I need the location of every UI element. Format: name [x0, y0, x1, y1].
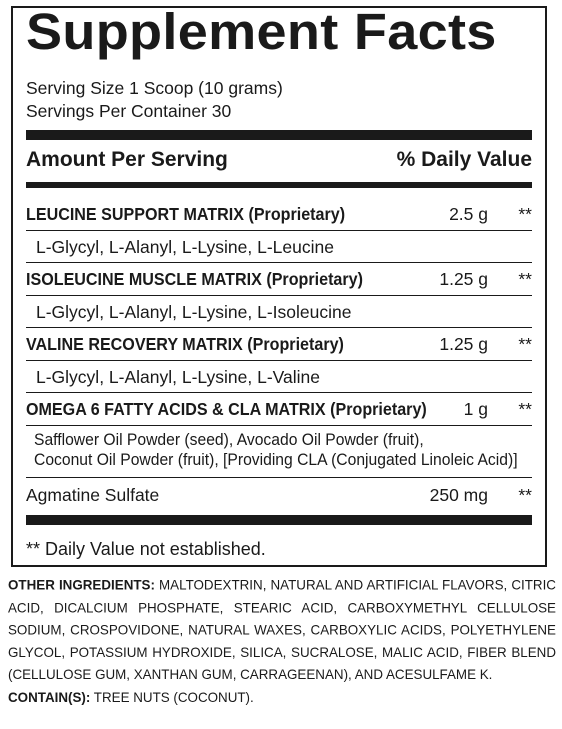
nutrient-name: [26, 204, 345, 225]
proprietary-label: (Proprietary): [247, 334, 344, 354]
nutrient-name: [26, 269, 363, 290]
daily-value: **: [518, 485, 532, 505]
contains-text: TREE NUTS (COCONUT).: [93, 688, 254, 705]
nutrient-amount: 1 g: [463, 399, 488, 419]
nutrient-label: LEUCINE SUPPORT MATRIX: [26, 204, 244, 224]
amount-per-serving-header: Amount Per Serving: [26, 148, 228, 171]
daily-value: **: [518, 204, 532, 224]
nutrient-name: [26, 334, 344, 355]
nutrient-label: OMEGA 6 FATTY ACIDS & CLA MATRIX: [26, 399, 326, 419]
daily-value: **: [518, 399, 532, 419]
nutrient-name: Agmatine Sulfate: [26, 485, 160, 505]
matrix-ingredients-line: Safflower Oil Powder (seed), Avocado Oil Powder (fruit),: [34, 431, 424, 449]
daily-value: **: [518, 269, 532, 289]
row-divider: [26, 392, 532, 393]
other-ingredients-label: OTHER INGREDIENTS:: [8, 577, 155, 593]
proprietary-label: (Proprietary): [330, 399, 427, 419]
supplement-facts-panel: [11, 3, 547, 567]
matrix-ingredients: L-Glycyl, L-Alanyl, L-Lysine, L-Isoleucine: [36, 302, 352, 322]
row-divider: [26, 262, 532, 263]
row-divider: [26, 295, 532, 296]
serving-size: Serving Size 1 Scoop (10 grams): [26, 78, 283, 98]
row-divider: [26, 477, 532, 478]
medium-divider: [26, 182, 532, 188]
proprietary-label: (Proprietary): [248, 204, 346, 224]
nutrient-label: ISOLEUCINE MUSCLE MATRIX: [26, 269, 262, 289]
nutrient-label: VALINE RECOVERY MATRIX: [26, 334, 243, 354]
matrix-ingredients: L-Glycyl, L-Alanyl, L-Lysine, L-Valine: [36, 367, 320, 387]
row-divider: [26, 230, 532, 231]
other-ingredients-text: MALTODEXTRIN, NATURAL AND ARTIFICIAL FLAVORS, CITRIC ACID, DICALCIUM PHOSPHATE, STEARIC ACID, CARBOXYMETHYL CELLULOSE SODIUM, CROSPOVIDONE, NATURAL WAXES, CARBOXYLIC ACIDS, POLYETHYLENE GLYCOL, POTASSIUM HYDROXIDE, SILICA, SUCRALOSE, MALIC ACID, FIBER BLEND (CELLULOSE GUM, XANTHAN GUM, CARRAGEENAN), AND ACESULFAME K.: [8, 577, 556, 683]
servings-per-container: Servings Per Container 30: [26, 101, 232, 121]
contains-label: CONTAIN(S):: [8, 688, 91, 705]
row-divider: [26, 327, 532, 328]
nutrient-name: [26, 399, 427, 420]
daily-value-header: % Daily Value: [396, 148, 532, 171]
panel-title: Supplement Facts: [26, 3, 497, 60]
thick-divider-top: [26, 130, 532, 140]
daily-value: **: [518, 334, 532, 354]
footnote: ** Daily Value not established.: [26, 539, 266, 559]
row-divider: [26, 425, 532, 426]
row-divider: [26, 360, 532, 361]
other-ingredients-block: [8, 574, 556, 708]
nutrient-amount: 1.25 g: [439, 334, 488, 354]
matrix-ingredients: L-Glycyl, L-Alanyl, L-Lysine, L-Leucine: [36, 237, 334, 257]
proprietary-label: (Proprietary): [266, 269, 363, 289]
thick-divider-bottom: [26, 515, 532, 525]
nutrient-amount: 250 mg: [429, 485, 488, 505]
nutrient-amount: 2.5 g: [449, 204, 488, 224]
matrix-ingredients-line: Coconut Oil Powder (fruit), [Providing CLA (Conjugated Linoleic Acid)]: [34, 451, 518, 469]
nutrient-amount: 1.25 g: [439, 269, 488, 289]
